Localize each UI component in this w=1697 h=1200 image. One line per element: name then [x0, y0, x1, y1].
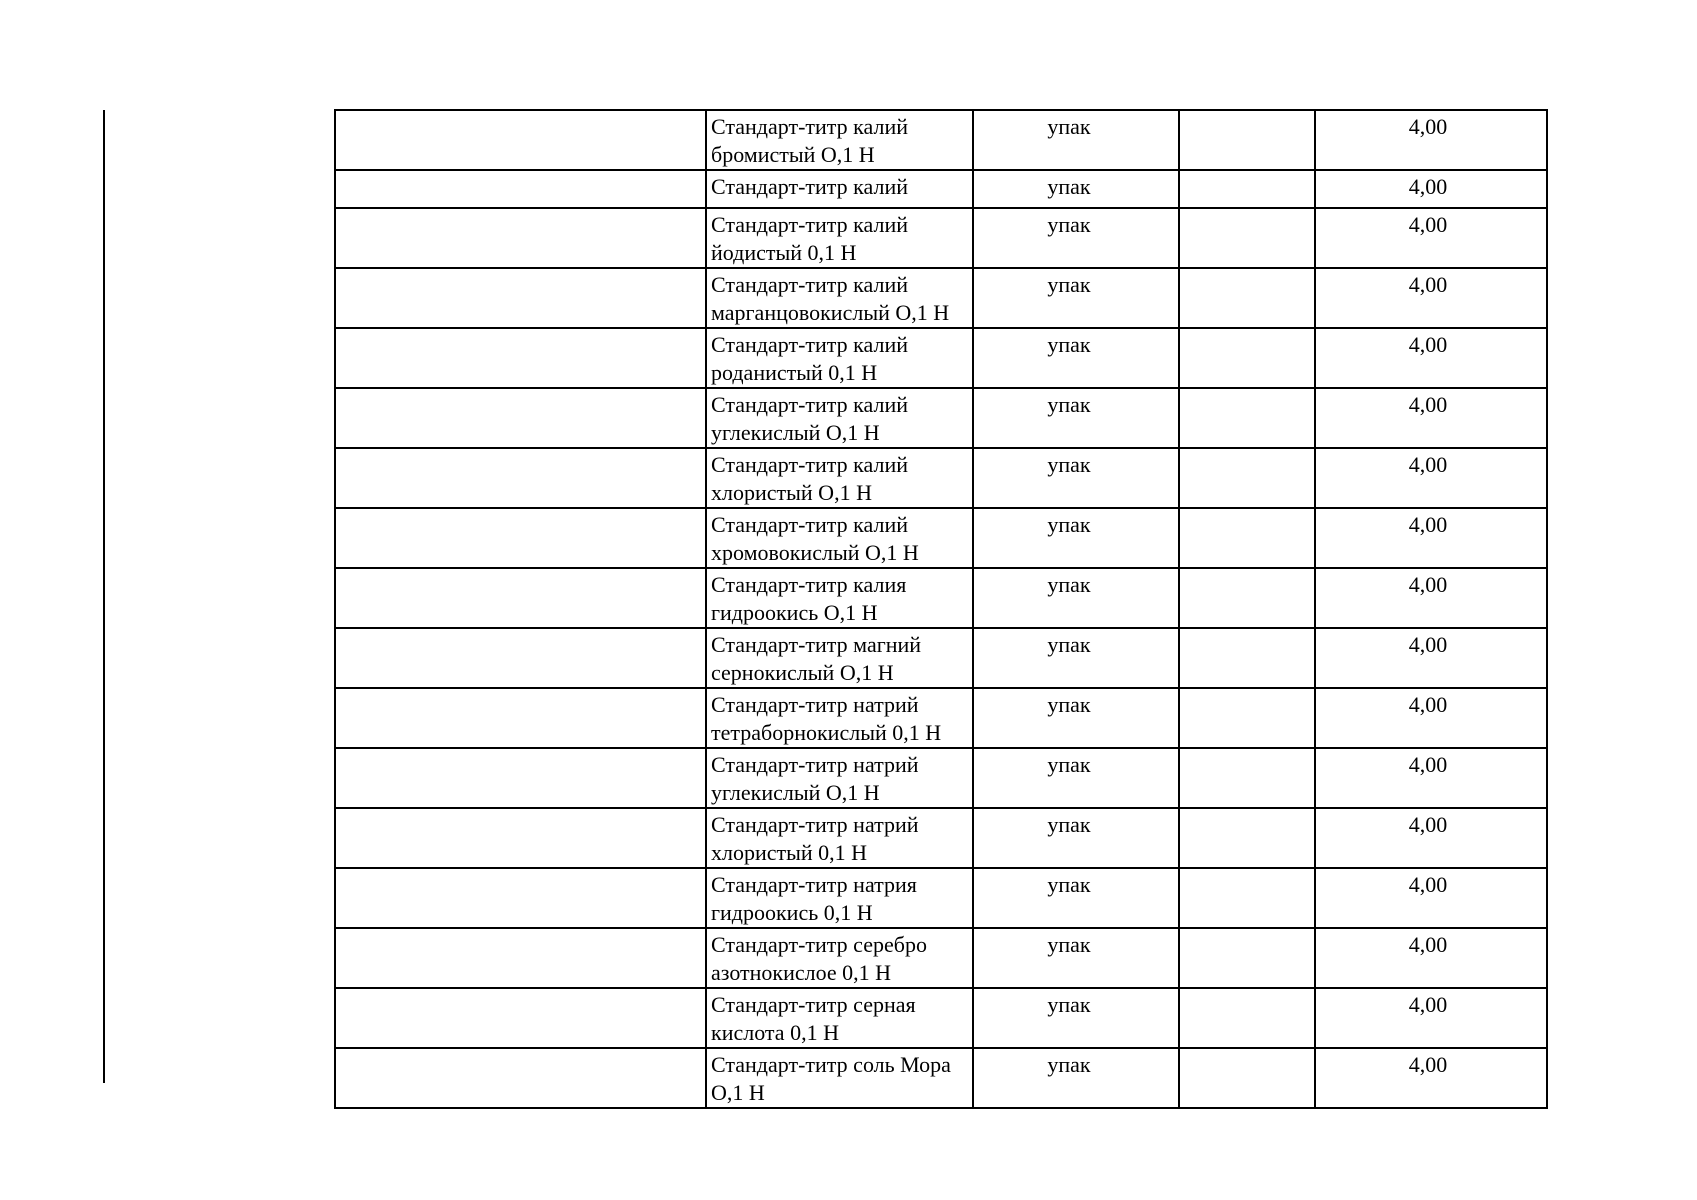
item-name: Стандарт-титр натрия гидроокись 0,1 Н [711, 872, 917, 925]
quantity-cell [1315, 1048, 1547, 1108]
quantity-cell [1315, 988, 1547, 1048]
item-name-cell [706, 628, 973, 688]
item-quantity: 4,00 [1408, 692, 1448, 717]
table-row [335, 268, 1547, 328]
unit-cell [973, 868, 1179, 928]
quantity-cell [1315, 928, 1547, 988]
empty-cell-left [335, 110, 706, 170]
empty-cell-middle [1179, 448, 1315, 508]
table-row [335, 808, 1547, 868]
quantity-cell [1315, 868, 1547, 928]
empty-cell-left [335, 928, 706, 988]
item-name-cell [706, 808, 973, 868]
item-quantity: 4,00 [1408, 332, 1448, 357]
item-name-cell [706, 110, 973, 170]
item-quantity: 4,00 [1408, 932, 1448, 957]
empty-cell-left [335, 448, 706, 508]
empty-cell-middle [1179, 628, 1315, 688]
item-unit: упак [1047, 212, 1091, 237]
empty-cell-middle [1179, 928, 1315, 988]
item-name-cell [706, 208, 973, 268]
empty-cell-middle [1179, 1048, 1315, 1108]
empty-cell-middle [1179, 110, 1315, 170]
empty-cell-left [335, 628, 706, 688]
unit-cell [973, 388, 1179, 448]
table-row [335, 208, 1547, 268]
quantity-cell [1315, 268, 1547, 328]
item-quantity: 4,00 [1408, 752, 1448, 777]
table-row [335, 110, 1547, 170]
item-quantity: 4,00 [1408, 872, 1448, 897]
item-unit: упак [1047, 332, 1091, 357]
table-row [335, 508, 1547, 568]
quantity-cell [1315, 628, 1547, 688]
item-name: Стандарт-титр калий хромовокислый О,1 Н [711, 512, 919, 565]
table-row [335, 1048, 1547, 1108]
item-unit: упак [1047, 752, 1091, 777]
empty-cell-left [335, 268, 706, 328]
empty-cell-middle [1179, 748, 1315, 808]
empty-cell-left [335, 1048, 706, 1108]
item-name-cell [706, 1048, 973, 1108]
item-name: Стандарт-титр калий углекислый О,1 Н [711, 392, 909, 445]
item-unit: упак [1047, 1052, 1091, 1077]
quantity-cell [1315, 808, 1547, 868]
table-row [335, 170, 1547, 208]
table-row [335, 448, 1547, 508]
empty-cell-middle [1179, 988, 1315, 1048]
item-unit: упак [1047, 632, 1091, 657]
table-row [335, 568, 1547, 628]
table-row [335, 688, 1547, 748]
item-quantity: 4,00 [1408, 992, 1448, 1017]
empty-cell-middle [1179, 170, 1315, 208]
quantity-cell [1315, 110, 1547, 170]
quantity-cell [1315, 748, 1547, 808]
unit-cell [973, 568, 1179, 628]
item-quantity: 4,00 [1408, 572, 1448, 597]
item-name-cell [706, 448, 973, 508]
empty-cell-left [335, 748, 706, 808]
quantity-cell [1315, 328, 1547, 388]
empty-cell-left [335, 808, 706, 868]
document-table-wrapper [334, 109, 1546, 1109]
empty-cell-middle [1179, 328, 1315, 388]
table-row [335, 748, 1547, 808]
item-name: Стандарт-титр калий хлористый О,1 Н [711, 452, 909, 505]
table-row [335, 928, 1547, 988]
item-name-cell [706, 868, 973, 928]
item-name: Стандарт-титр натрий тетраборнокислый 0,1 Н [711, 692, 942, 745]
empty-cell-left [335, 568, 706, 628]
empty-cell-left [335, 988, 706, 1048]
table-row [335, 988, 1547, 1048]
item-name-cell [706, 170, 973, 208]
item-name: Стандарт-титр натрий углекислый О,1 Н [711, 752, 919, 805]
unit-cell [973, 988, 1179, 1048]
quantity-cell [1315, 448, 1547, 508]
unit-cell [973, 508, 1179, 568]
quantity-cell [1315, 170, 1547, 208]
quantity-cell [1315, 568, 1547, 628]
item-name: Стандарт-титр серная кислота 0,1 Н [711, 992, 916, 1045]
quantity-cell [1315, 208, 1547, 268]
item-unit: упак [1047, 572, 1091, 597]
item-unit: упак [1047, 872, 1091, 897]
empty-cell-middle [1179, 688, 1315, 748]
empty-cell-middle [1179, 208, 1315, 268]
item-unit: упак [1047, 992, 1091, 1017]
table-row [335, 628, 1547, 688]
empty-cell-middle [1179, 388, 1315, 448]
item-quantity: 4,00 [1408, 212, 1448, 237]
item-name-cell [706, 328, 973, 388]
unit-cell [973, 328, 1179, 388]
empty-cell-middle [1179, 808, 1315, 868]
left-margin-line [103, 110, 105, 1083]
unit-cell [973, 1048, 1179, 1108]
empty-cell-left [335, 868, 706, 928]
empty-cell-middle [1179, 568, 1315, 628]
item-name-cell [706, 748, 973, 808]
item-unit: упак [1047, 392, 1091, 417]
table-row [335, 328, 1547, 388]
unit-cell [973, 110, 1179, 170]
item-name-cell [706, 268, 973, 328]
item-name: Стандарт-титр калий роданистый 0,1 Н [711, 332, 909, 385]
unit-cell [973, 748, 1179, 808]
unit-cell [973, 208, 1179, 268]
item-quantity: 4,00 [1408, 272, 1448, 297]
table-row [335, 868, 1547, 928]
item-name-cell [706, 568, 973, 628]
item-name-cell [706, 508, 973, 568]
item-name: Стандарт-титр калия гидроокись О,1 Н [711, 572, 907, 625]
item-unit: упак [1047, 452, 1091, 477]
item-quantity: 4,00 [1408, 114, 1448, 139]
item-quantity: 4,00 [1408, 174, 1448, 199]
unit-cell [973, 688, 1179, 748]
item-quantity: 4,00 [1408, 392, 1448, 417]
item-name: Стандарт-титр калий бромистый О,1 Н [711, 114, 909, 167]
item-name-cell [706, 388, 973, 448]
item-name: Стандарт-титр калий марганцовокислый О,1 Н [711, 272, 950, 325]
empty-cell-middle [1179, 268, 1315, 328]
item-name: Стандарт-титр калий йодистый 0,1 Н [711, 212, 909, 265]
empty-cell-middle [1179, 508, 1315, 568]
item-name: Стандарт-титр магний сернокислый О,1 Н [711, 632, 922, 685]
item-unit: упак [1047, 114, 1091, 139]
item-name: Стандарт-титр серебро азотнокислое 0,1 Н [711, 932, 927, 985]
item-name-cell [706, 928, 973, 988]
empty-cell-left [335, 170, 706, 208]
item-quantity: 4,00 [1408, 632, 1448, 657]
item-name-cell [706, 688, 973, 748]
reagents-table [334, 109, 1548, 1109]
item-quantity: 4,00 [1408, 452, 1448, 477]
unit-cell [973, 268, 1179, 328]
empty-cell-left [335, 688, 706, 748]
unit-cell [973, 170, 1179, 208]
empty-cell-left [335, 208, 706, 268]
item-unit: упак [1047, 812, 1091, 837]
item-unit: упак [1047, 692, 1091, 717]
empty-cell-left [335, 388, 706, 448]
item-unit: упак [1047, 174, 1091, 199]
unit-cell [973, 628, 1179, 688]
unit-cell [973, 928, 1179, 988]
item-unit: упак [1047, 512, 1091, 537]
reagents-table-body [335, 110, 1547, 1108]
item-name: Стандарт-титр калий [711, 174, 909, 199]
empty-cell-left [335, 508, 706, 568]
table-row [335, 388, 1547, 448]
empty-cell-left [335, 328, 706, 388]
item-name: Стандарт-титр натрий хлористый 0,1 Н [711, 812, 919, 865]
item-unit: упак [1047, 932, 1091, 957]
item-quantity: 4,00 [1408, 812, 1448, 837]
quantity-cell [1315, 388, 1547, 448]
quantity-cell [1315, 508, 1547, 568]
unit-cell [973, 808, 1179, 868]
item-quantity: 4,00 [1408, 512, 1448, 537]
quantity-cell [1315, 688, 1547, 748]
unit-cell [973, 448, 1179, 508]
item-quantity: 4,00 [1408, 1052, 1448, 1077]
item-name-cell [706, 988, 973, 1048]
item-unit: упак [1047, 272, 1091, 297]
empty-cell-middle [1179, 868, 1315, 928]
item-name: Стандарт-титр соль Мора О,1 Н [711, 1052, 951, 1105]
